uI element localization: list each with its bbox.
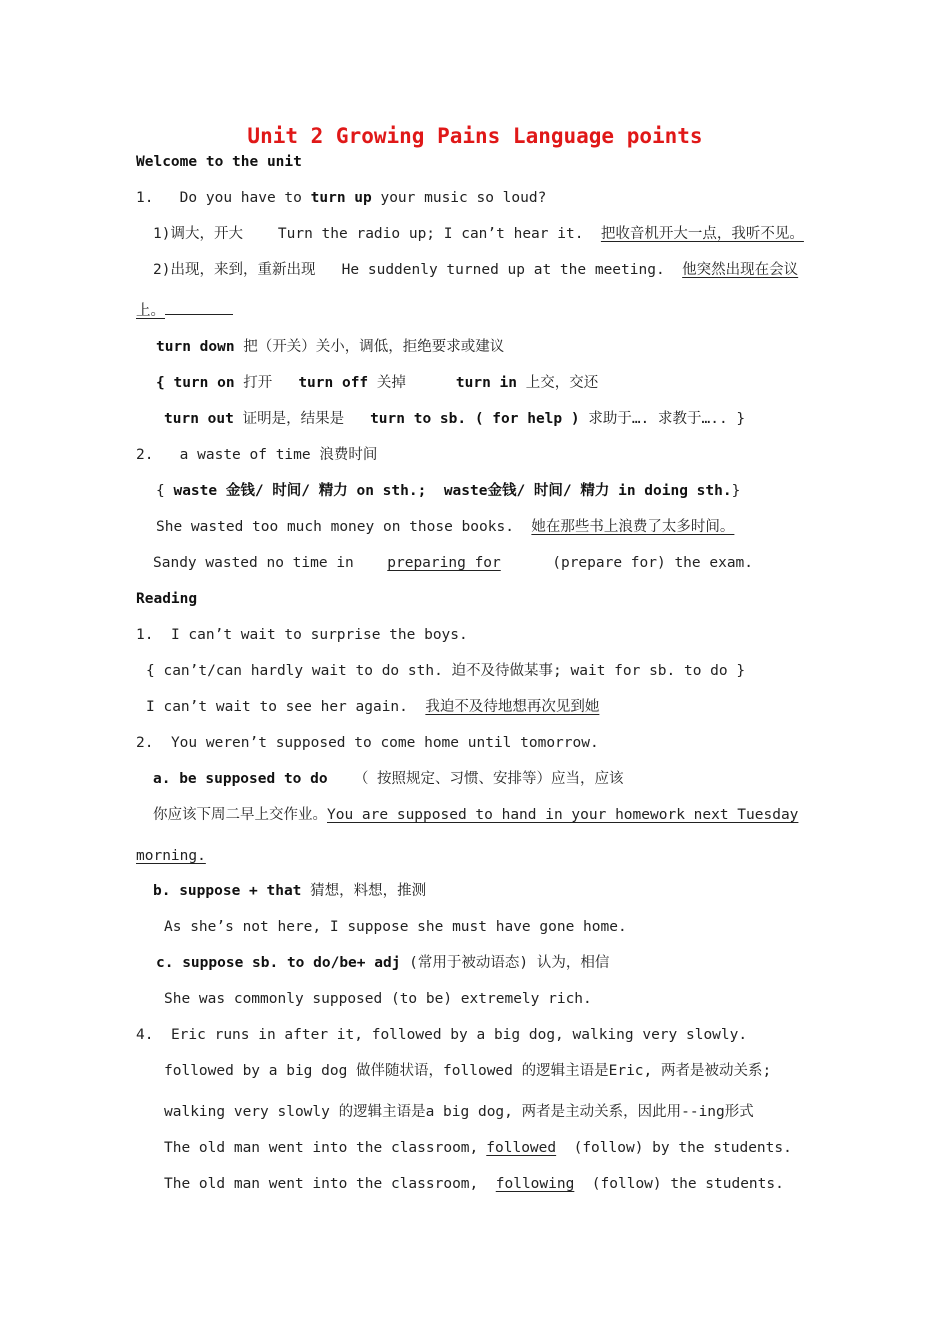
- pattern-1: waste 金钱/ 时间/ 精力 on sth.;: [173, 483, 427, 499]
- reading-item-4-note-2: walking very slowly 的逻辑主语是a big dog, 两者是主动关系，因此用--ing形式: [164, 1104, 754, 1120]
- waste-example-2: [153, 553, 753, 573]
- item-number: 1.: [136, 627, 154, 643]
- turn-down-line: [156, 337, 504, 357]
- example-post: (follow) by the students.: [573, 1140, 792, 1156]
- pattern-label: b. suppose + that: [153, 883, 302, 899]
- sentence-pre: Do you have to: [179, 190, 311, 206]
- pattern-2: waste金钱/ 时间/ 精力 in doing sth.: [443, 483, 732, 499]
- meaning-label: 1)调大，开大: [153, 226, 243, 242]
- suppose-b-example: As she’s not here, I suppose she must have gone home.: [164, 919, 627, 935]
- reading-item-1: [136, 625, 468, 645]
- suppose-a: [153, 769, 624, 789]
- item-number: 4.: [136, 1027, 154, 1043]
- phrase: turn down: [156, 339, 235, 355]
- item-number: 2.: [136, 447, 154, 463]
- suppose-a-example: [153, 805, 798, 825]
- follow-example-2: [164, 1174, 784, 1194]
- meaning-2-cont: [136, 300, 233, 321]
- phrase: turn out: [164, 411, 234, 427]
- follow-example-1: [164, 1138, 792, 1158]
- phrase: turn in: [455, 375, 517, 391]
- answer-blank: preparing for: [387, 555, 501, 571]
- pattern-cn: 猜想，料想，推测: [301, 883, 427, 899]
- brace: {: [156, 483, 174, 499]
- item-number: 2.: [136, 735, 154, 751]
- phrase: turn off: [298, 375, 369, 391]
- phrase: turn to sb. ( for help ): [370, 411, 580, 427]
- meaning-label: 2)出现，来到，重新出现: [153, 262, 316, 278]
- example-post: (follow) the students.: [591, 1176, 784, 1192]
- pattern-cn: （ 按照规定、习惯、安排等）应当，应该: [353, 771, 624, 787]
- sentence-post: your music so loud?: [371, 190, 547, 206]
- section-heading-reading: Reading: [136, 591, 198, 607]
- waste-example-1: [156, 517, 734, 537]
- reading-item-4-note-1: followed by a big dog 做伴随状语，followed 的逻辑主语是Eric, 两者是被动关系;: [164, 1063, 772, 1079]
- welcome-item-1: [136, 188, 546, 208]
- example-pre: The old man went into the classroom,: [164, 1140, 479, 1156]
- answer-blank: following: [495, 1176, 575, 1192]
- phrase-cn: 求助于…. 求教于….. }: [579, 411, 746, 427]
- example-post: (prepare for) the exam.: [552, 555, 754, 571]
- turn-on-line: [156, 373, 598, 393]
- example-cn: 他突然出现在会议: [682, 262, 799, 278]
- example-cn: 把收音机开大一点，我听不见。: [600, 226, 804, 242]
- item-text: I can’t wait to surprise the boys.: [170, 627, 468, 643]
- example-en: He suddenly turned up at the meeting.: [341, 262, 665, 278]
- example-en: You are supposed to hand in your homework next Tuesday: [327, 807, 799, 823]
- suppose-a-example-cont: [136, 846, 206, 866]
- example-cn: 我迫不及待地想再次见到她: [425, 699, 600, 715]
- phrase-cn: 上交，交还: [517, 375, 599, 391]
- item-text: a waste of time 浪费时间: [179, 447, 378, 463]
- suppose-c: [156, 953, 609, 973]
- reading-item-1-note: { can’t/can hardly wait to do sth. 迫不及待做某事; wait for sb. to do }: [146, 663, 746, 679]
- item-text: Eric runs in after it, followed by a big dog, walking very slowly.: [170, 1027, 748, 1043]
- pattern-label: a. be supposed to do: [153, 771, 328, 787]
- example-en: Turn the radio up; I can’t hear it.: [277, 226, 584, 242]
- example-en: I can’t wait to see her again.: [146, 699, 408, 715]
- pattern-label: c. suppose sb. to do/be+ adj: [156, 955, 401, 971]
- section-heading-welcome: Welcome to the unit: [136, 154, 302, 170]
- waste-patterns: [156, 481, 740, 501]
- welcome-item-2: [136, 445, 377, 465]
- reading-item-4: [136, 1025, 747, 1045]
- suppose-b: [153, 881, 426, 901]
- page-title: Unit 2 Growing Pains Language points: [247, 124, 703, 148]
- item-number: 1.: [136, 190, 154, 206]
- key-phrase: turn up: [310, 190, 372, 206]
- brace: }: [731, 483, 741, 499]
- item-text: You weren’t supposed to come home until tomorrow.: [170, 735, 599, 751]
- phrase: turn on: [173, 375, 235, 391]
- answer-blank: followed: [486, 1140, 557, 1156]
- brace: {: [156, 375, 174, 391]
- phrase-cn: 把（开关）关小，调低，拒绝要求或建议: [234, 339, 505, 355]
- suppose-c-example: She was commonly supposed (to be) extremely rich.: [164, 991, 592, 1007]
- example-cn: 她在那些书上浪费了太多时间。: [531, 519, 735, 535]
- example-pre: The old man went into the classroom,: [164, 1176, 479, 1192]
- underline-fill: [165, 300, 233, 315]
- reading-item-1-example: [146, 697, 599, 717]
- meaning-2: [153, 260, 798, 280]
- example-cn: 你应该下周二早上交作业。: [153, 807, 327, 823]
- phrase-cn: 关掉: [368, 375, 406, 391]
- meaning-1: [153, 224, 804, 244]
- example-en-cont: morning.: [136, 848, 206, 864]
- pattern-cn: (常用于被动语态) 认为，相信: [400, 955, 610, 971]
- example-en: She wasted too much money on those books.: [156, 519, 514, 535]
- example-pre: Sandy wasted no time in: [153, 555, 354, 571]
- reading-item-2: [136, 733, 599, 753]
- example-cn-cont: 上。: [136, 303, 165, 319]
- phrase-cn: 打开: [234, 375, 273, 391]
- phrase-cn: 证明是，结果是: [233, 411, 345, 427]
- turn-out-line: [164, 409, 745, 429]
